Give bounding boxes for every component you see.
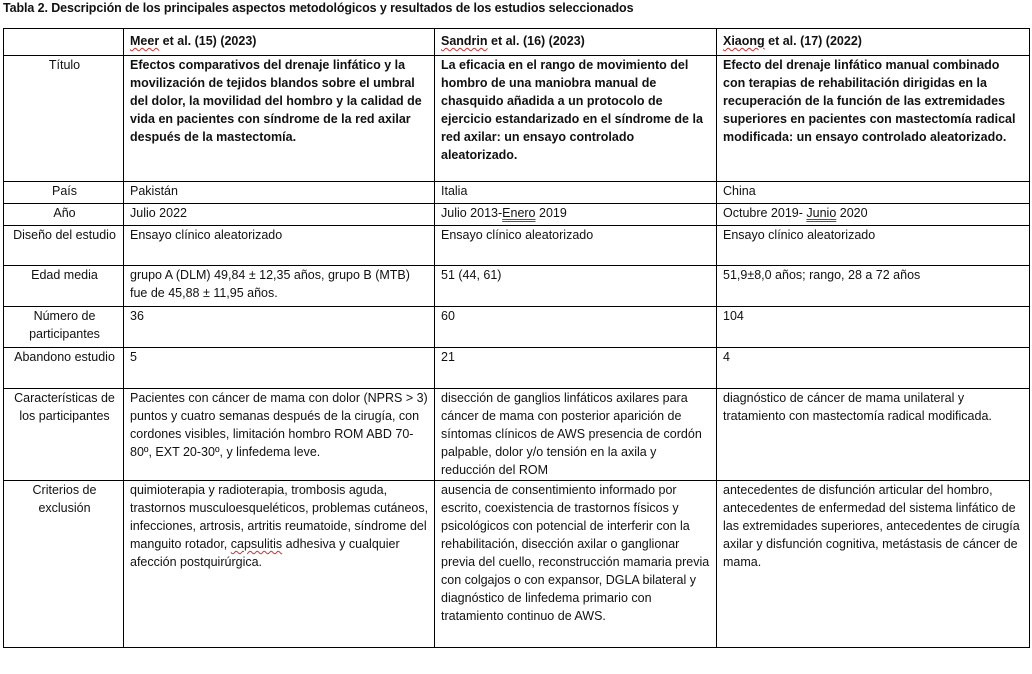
table-cell: Italia <box>435 182 717 204</box>
citation: et al. (16) (2023) <box>487 34 585 48</box>
table-cell <box>124 481 435 648</box>
row-label: País <box>4 182 124 204</box>
row-label: Año <box>4 204 124 226</box>
table-caption: Tabla 2. Descripción de los principales aspectos metodológicos y resultados de los estudios seleccionados <box>3 1 634 15</box>
table-cell: Ensayo clínico aleatorizado <box>124 226 435 266</box>
table-row-numero <box>4 307 1030 348</box>
table-cell: antecedentes de disfunción articular del hombro, antecedentes de enfermedad del sistema linfático de las extremidades superiores, antecedentes de cirugía axilar y disfunción cognitiva, metástasis de cáncer de mama. <box>717 481 1030 648</box>
author-name: Sandrin <box>441 34 488 48</box>
table-cell: China <box>717 182 1030 204</box>
table-row-criterios <box>4 481 1030 648</box>
date-text: Octubre 2019- <box>723 206 807 220</box>
row-label: Edad media <box>4 266 124 307</box>
header-study-xiaong <box>717 29 1030 56</box>
table-cell: 4 <box>717 348 1030 389</box>
table-cell: 104 <box>717 307 1030 348</box>
date-text: Julio 2022 <box>130 206 187 220</box>
table-row-abandono <box>4 348 1030 389</box>
table-row-titulo <box>4 56 1030 182</box>
table-cell: 51,9±8,0 años; rango, 28 a 72 años <box>717 266 1030 307</box>
table-row-diseno <box>4 226 1030 266</box>
table-cell: Efecto del drenaje linfático manual combinado con terapias de rehabilitación dirigidas en la recuperación de la función de las extremidades superiores en pacientes con mastectomía radical modificada: un ensayo controlado aleatorizado. <box>717 56 1030 182</box>
date-text: 2019 <box>535 206 567 220</box>
table-cell <box>124 204 435 226</box>
header-empty-cell <box>4 29 124 56</box>
table-cell: 21 <box>435 348 717 389</box>
table-cell: Efectos comparativos del drenaje linfático y la movilización de tejidos blandos sobre el umbral del dolor, la movilidad del hombro y la calidad de vida en pacientes con síndrome de la red axilar después de la mastectomía. <box>124 56 435 182</box>
table-cell <box>435 204 717 226</box>
table-cell: 60 <box>435 307 717 348</box>
cell-text: quimioterapia y radioterapia, trombosis aguda, trastornos musculoesqueléticos, problemas cutáneos, infecciones, artrosis, artritis reumatoide, síndrome del manguito rotador, <box>130 483 429 551</box>
table-header-row <box>4 29 1030 56</box>
table-cell: Ensayo clínico aleatorizado <box>717 226 1030 266</box>
grammar-flag-word: Enero <box>502 206 536 220</box>
grammar-flag-word: Junio <box>806 206 837 220</box>
row-label: Título <box>4 56 124 182</box>
header-study-meer <box>124 29 435 56</box>
table-cell: 5 <box>124 348 435 389</box>
table-cell: 36 <box>124 307 435 348</box>
table-cell: 51 (44, 61) <box>435 266 717 307</box>
row-label: Diseño del estudio <box>4 226 124 266</box>
table-cell: Pacientes con cáncer de mama con dolor (NPRS > 3) puntos y cuatro semanas después de la cirugía, con cordones visibles, limitación hombro ROM ABD 70-80º, EXT 20-30º, y linfedema leve. <box>124 389 435 481</box>
citation: et al. (17) (2022) <box>764 34 862 48</box>
table-cell: Pakistán <box>124 182 435 204</box>
date-text: 2020 <box>836 206 868 220</box>
table-cell: Ensayo clínico aleatorizado <box>435 226 717 266</box>
table-row-ano <box>4 204 1030 226</box>
table-row-edad <box>4 266 1030 307</box>
studies-table <box>3 28 1030 648</box>
row-label: Criterios de exclusión <box>4 481 124 648</box>
table-cell: La eficacia en el rango de movimiento del hombro de una maniobra manual de chasquido añadida a un protocolo de ejercicio estandarizado en el síndrome de la red axilar: un ensayo controlado aleatorizado. <box>435 56 717 182</box>
table-row-caracteristicas <box>4 389 1030 481</box>
header-study-sandrin <box>435 29 717 56</box>
table-cell: grupo A (DLM) 49,84 ± 12,35 años, grupo B (MTB) fue de 45,88 ± 11,95 años. <box>124 266 435 307</box>
citation: et al. (15) (2023) <box>159 34 257 48</box>
table-row-pais <box>4 182 1030 204</box>
author-name: Xiaong <box>723 34 765 48</box>
row-label: Número de participantes <box>4 307 124 348</box>
spelling-flag-word: capsulitis <box>230 537 283 551</box>
row-label: Abandono estudio <box>4 348 124 389</box>
cell-text: adhesiva y cualquier afección postquirúrgica. <box>130 537 400 569</box>
table-cell: diagnóstico de cáncer de mama unilateral y tratamiento con mastectomía radical modificada. <box>717 389 1030 481</box>
author-name: Meer <box>130 34 160 48</box>
table-cell: ausencia de consentimiento informado por escrito, coexistencia de trastornos físicos y psicológicos con potencial de interferir con la rehabilitación, disección axilar o ganglionar previa del cuello, reconstrucción mamaria previa con colgajos o con expansor, DGLA bilateral y diagnóstico de linfedema primario con tratamiento continuo de AWS. <box>435 481 717 648</box>
date-text: Julio 2013- <box>441 206 503 220</box>
table-cell <box>717 204 1030 226</box>
table-cell: disección de ganglios linfáticos axilares para cáncer de mama con posterior aparición de síntomas clínicos de AWS presencia de cordón palpable, dolor y/o tensión en la axila y reducción del ROM <box>435 389 717 481</box>
row-label: Características de los participantes <box>4 389 124 481</box>
